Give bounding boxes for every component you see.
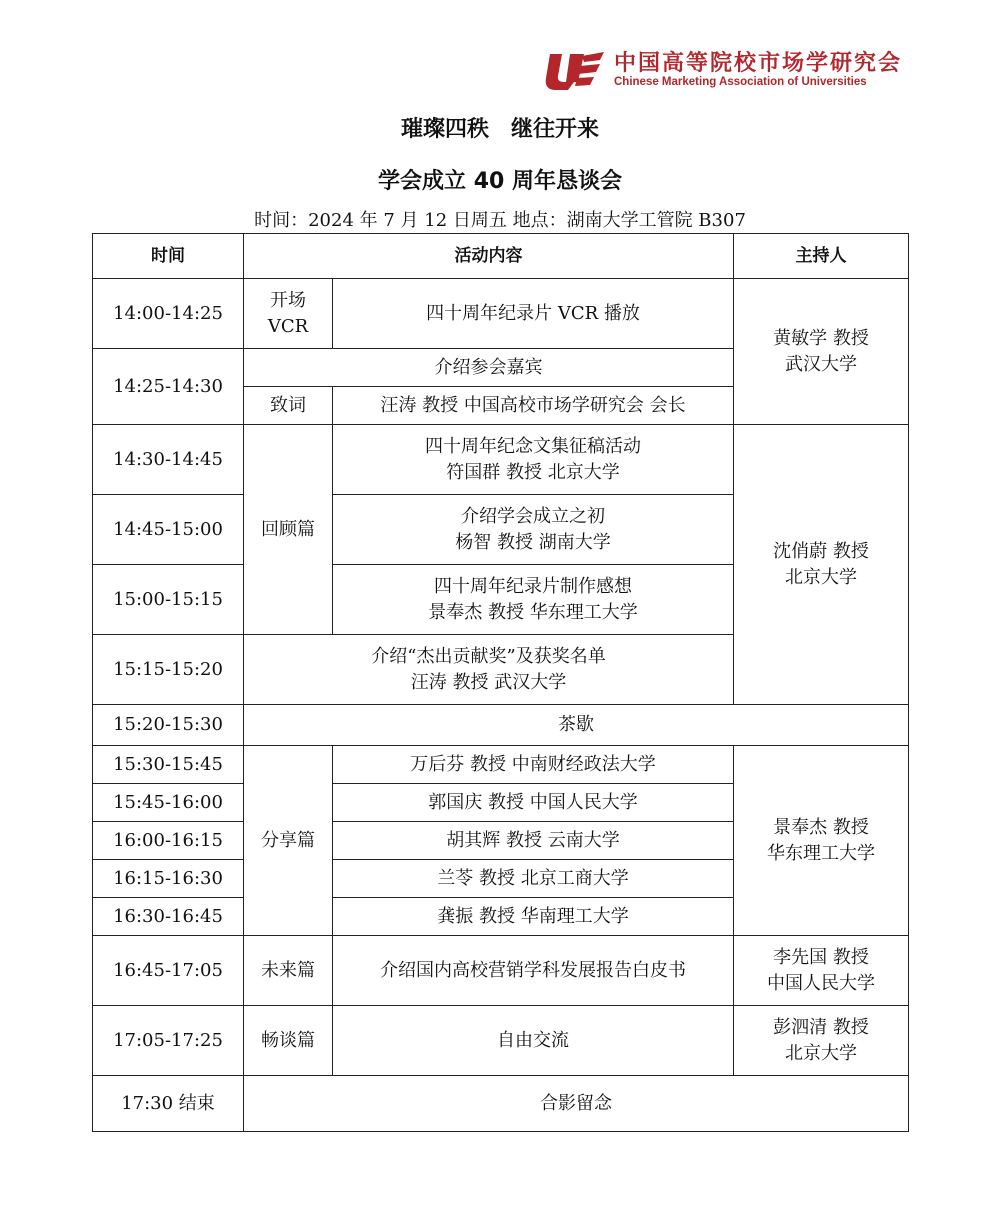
- host-name: 黄敏学 教授: [773, 327, 869, 349]
- event-time-location: 时间：2024 年 7 月 12 日周五 地点：湖南大学工管院 B307: [254, 210, 746, 231]
- host-cell: [734, 1006, 909, 1076]
- table-row: [93, 746, 909, 784]
- host-cell: [734, 425, 909, 705]
- host-name: 沈俏蔚 教授: [773, 540, 869, 562]
- time-cell: 14:30-14:45: [93, 425, 244, 495]
- section-line: VCR: [267, 315, 309, 337]
- time-cell: 15:15-15:20: [93, 635, 244, 705]
- content-line: 杨智 教授 湖南大学: [455, 531, 611, 553]
- time-cell: 16:45-17:05: [93, 936, 244, 1006]
- time-cell: 16:30-16:45: [93, 898, 244, 936]
- header-content: 活动内容: [244, 234, 734, 279]
- host-name: 李先国 教授: [773, 946, 869, 968]
- time-cell: 17:30 结束: [93, 1076, 244, 1132]
- content-cell: 自由交流: [333, 1006, 734, 1076]
- content-line: 汪涛 教授 武汉大学: [410, 671, 567, 693]
- content-cell: [333, 495, 734, 565]
- host-affiliation: 华东理工大学: [767, 842, 875, 864]
- section-cell: 回顾篇: [244, 425, 333, 635]
- content-cell: 介绍参会嘉宾: [244, 349, 734, 387]
- content-cell: [333, 425, 734, 495]
- content-cell: 介绍国内高校营销学科发展报告白皮书: [333, 936, 734, 1006]
- section-cell: [244, 279, 333, 349]
- section-cell: 致词: [244, 387, 333, 425]
- table-row: [93, 1076, 909, 1132]
- content-cell: 茶歇: [244, 705, 909, 746]
- schedule-table: [92, 233, 909, 1132]
- content-line: 符国群 教授 北京大学: [446, 461, 620, 483]
- time-cell: 16:00-16:15: [93, 822, 244, 860]
- table-row: [93, 425, 909, 495]
- time-cell: 15:20-15:30: [93, 705, 244, 746]
- host-cell: [734, 746, 909, 936]
- host-affiliation: 北京大学: [785, 1042, 857, 1064]
- time-cell: 14:25-14:30: [93, 349, 244, 425]
- content-cell: 胡其辉 教授 云南大学: [333, 822, 734, 860]
- org-logo: [544, 50, 903, 96]
- time-cell: 14:00-14:25: [93, 279, 244, 349]
- host-affiliation: 北京大学: [785, 566, 857, 588]
- header-time: 时间: [93, 234, 244, 279]
- content-cell: 郭国庆 教授 中国人民大学: [333, 784, 734, 822]
- title-line-2: 学会成立 40 周年恳谈会: [378, 169, 622, 194]
- table-row: [93, 279, 909, 349]
- content-cell: 万后芬 教授 中南财经政法大学: [333, 746, 734, 784]
- org-name-en: Chinese Marketing Association of Universities: [614, 76, 867, 88]
- header-host: 主持人: [734, 234, 909, 279]
- host-cell: [734, 936, 909, 1006]
- content-line: 景奉杰 教授 华东理工大学: [428, 601, 638, 623]
- content-line: 四十周年纪录片制作感想: [434, 575, 632, 597]
- time-cell: 14:45-15:00: [93, 495, 244, 565]
- content-cell: 合影留念: [244, 1076, 909, 1132]
- section-cell: 分享篇: [244, 746, 333, 936]
- host-name: 彭泗清 教授: [773, 1016, 869, 1038]
- content-cell: 四十周年纪录片 VCR 播放: [333, 279, 734, 349]
- section-line: 开场: [270, 289, 306, 311]
- table-row: [93, 1006, 909, 1076]
- time-cell: 17:05-17:25: [93, 1006, 244, 1076]
- host-cell: [734, 279, 909, 425]
- host-affiliation: 中国人民大学: [767, 972, 875, 994]
- content-line: 四十周年纪念文集征稿活动: [425, 435, 641, 457]
- logo-mark-icon: [544, 50, 606, 92]
- host-affiliation: 武汉大学: [785, 353, 857, 375]
- content-cell: 汪涛 教授 中国高校市场学研究会 会长: [333, 387, 734, 425]
- time-cell: 16:15-16:30: [93, 860, 244, 898]
- time-cell: 15:45-16:00: [93, 784, 244, 822]
- table-header-row: [93, 234, 909, 279]
- section-cell: 畅谈篇: [244, 1006, 333, 1076]
- title-line-1: 璀璨四秩 继往开来: [400, 117, 599, 142]
- content-line: 介绍学会成立之初: [461, 505, 605, 527]
- content-cell: 龚振 教授 华南理工大学: [333, 898, 734, 936]
- table-row: [93, 936, 909, 1006]
- host-name: 景奉杰 教授: [773, 816, 869, 838]
- content-cell: [333, 565, 734, 635]
- table-row: [93, 705, 909, 746]
- org-name-cn: 中国高等院校市场学研究会: [614, 50, 903, 76]
- section-cell: 未来篇: [244, 936, 333, 1006]
- content-cell: [244, 635, 734, 705]
- time-cell: 15:00-15:15: [93, 565, 244, 635]
- time-cell: 15:30-15:45: [93, 746, 244, 784]
- content-line: 介绍“杰出贡献奖”及获奖名单: [371, 645, 606, 667]
- content-cell: 兰苓 教授 北京工商大学: [333, 860, 734, 898]
